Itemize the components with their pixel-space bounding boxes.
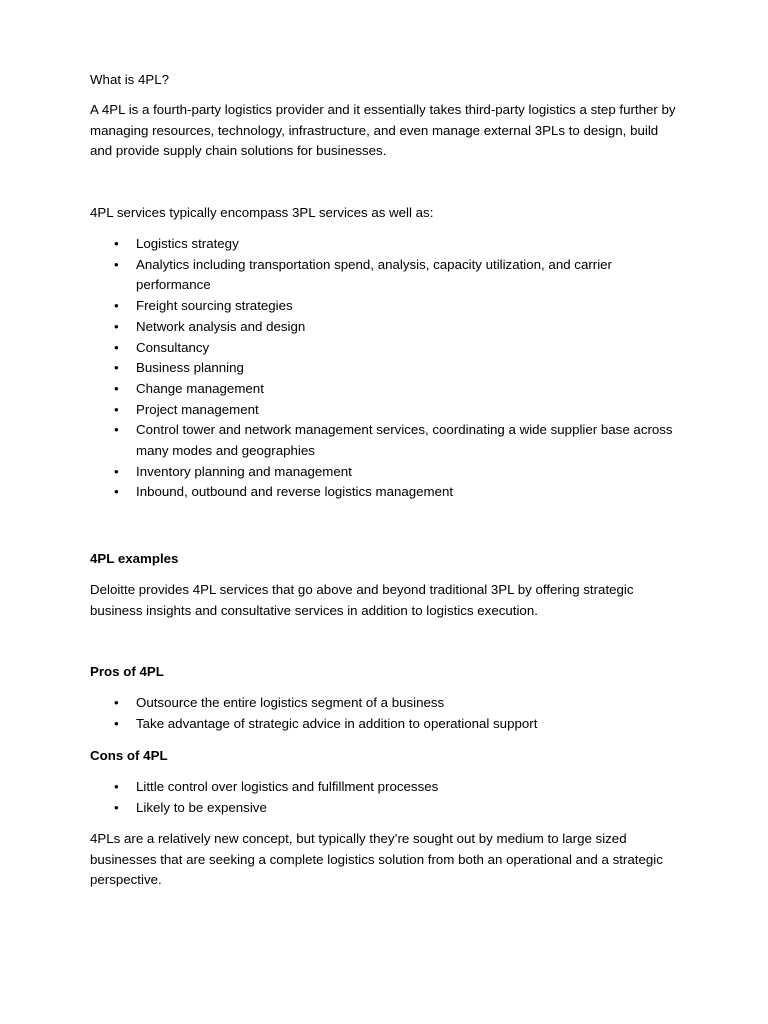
list-item — [90, 379, 680, 400]
bullet-icon: • — [114, 401, 119, 417]
intro-paragraph: A 4PL is a fourth-party logistics provider and it essentially takes third-party logistics a step further by managing resources, technology, infrastructure, and even manage external 3PLs to design, build and provide supply chain solutions for businesses. — [90, 102, 676, 159]
bullet-icon: • — [114, 236, 119, 251]
list-item-text: Inventory planning and management — [136, 463, 352, 479]
list-item — [90, 338, 680, 359]
cons-list — [90, 777, 680, 818]
list-item-text: Little control over logistics and fulfillment processes — [136, 779, 439, 794]
examples-heading: 4PL examples — [90, 551, 179, 566]
list-item-text: Take advantage of strategic advice in addition to operational support — [136, 715, 538, 731]
list-item — [90, 693, 680, 714]
services-lead-paragraph: 4PL services typically encompass 3PL services as well as: — [90, 205, 434, 220]
bullet-icon: • — [114, 779, 119, 794]
list-item-text: Outsource the entire logistics segment of a business — [136, 695, 445, 710]
list-item-text: Consultancy — [136, 339, 210, 355]
list-item — [90, 482, 680, 503]
examples-paragraph: Deloitte provides 4PL services that go above and beyond traditional 3PL by offering strategic business insights and consultative services in addition to logistics execution. — [90, 582, 634, 618]
bullet-icon: • — [114, 360, 119, 376]
list-item-text: Analytics including transportation spend, analysis, capacity utilization, and carrier performance — [136, 256, 612, 293]
list-item — [90, 296, 680, 317]
list-item-text: Freight sourcing strategies — [136, 298, 293, 314]
cons-heading: Cons of 4PL — [90, 748, 168, 763]
list-item-text: Logistics strategy — [136, 236, 239, 251]
list-item-text: Inbound, outbound and reverse logistics management — [136, 484, 454, 500]
document-title: What is 4PL? — [90, 72, 170, 87]
list-item — [90, 462, 680, 483]
list-item-text: Business planning — [136, 360, 244, 376]
bullet-icon: • — [114, 715, 119, 731]
list-item — [90, 234, 680, 255]
list-item-text: Network analysis and design — [136, 318, 306, 334]
bullet-icon: • — [114, 799, 119, 815]
services-list — [90, 234, 680, 503]
bullet-icon: • — [114, 422, 119, 438]
bullet-icon: • — [114, 463, 119, 479]
pros-list — [90, 693, 680, 734]
bullet-icon: • — [114, 256, 119, 272]
list-item — [90, 255, 680, 296]
list-item-text: Likely to be expensive — [136, 799, 267, 815]
closing-paragraph: 4PLs are a relatively new concept, but typically they’re sought out by medium to large sized businesses that are seeking a complete logistics solution from both an operational and a strategic perspective. — [90, 831, 663, 888]
bullet-icon: • — [114, 380, 119, 396]
bullet-icon: • — [114, 298, 119, 314]
list-item — [90, 777, 680, 798]
bullet-icon: • — [114, 318, 119, 334]
list-item — [90, 317, 680, 338]
list-item — [90, 714, 680, 735]
bullet-icon: • — [114, 695, 119, 710]
list-item — [90, 420, 680, 461]
list-item — [90, 400, 680, 421]
list-item-text: Project management — [136, 401, 259, 417]
bullet-icon: • — [114, 484, 119, 500]
pros-heading: Pros of 4PL — [90, 664, 164, 679]
list-item — [90, 358, 680, 379]
list-item-text: Control tower and network management services, coordinating a wide supplier base across many modes and geographies — [136, 422, 673, 459]
bullet-icon: • — [114, 339, 119, 355]
list-item-text: Change management — [136, 380, 264, 396]
list-item — [90, 798, 680, 819]
